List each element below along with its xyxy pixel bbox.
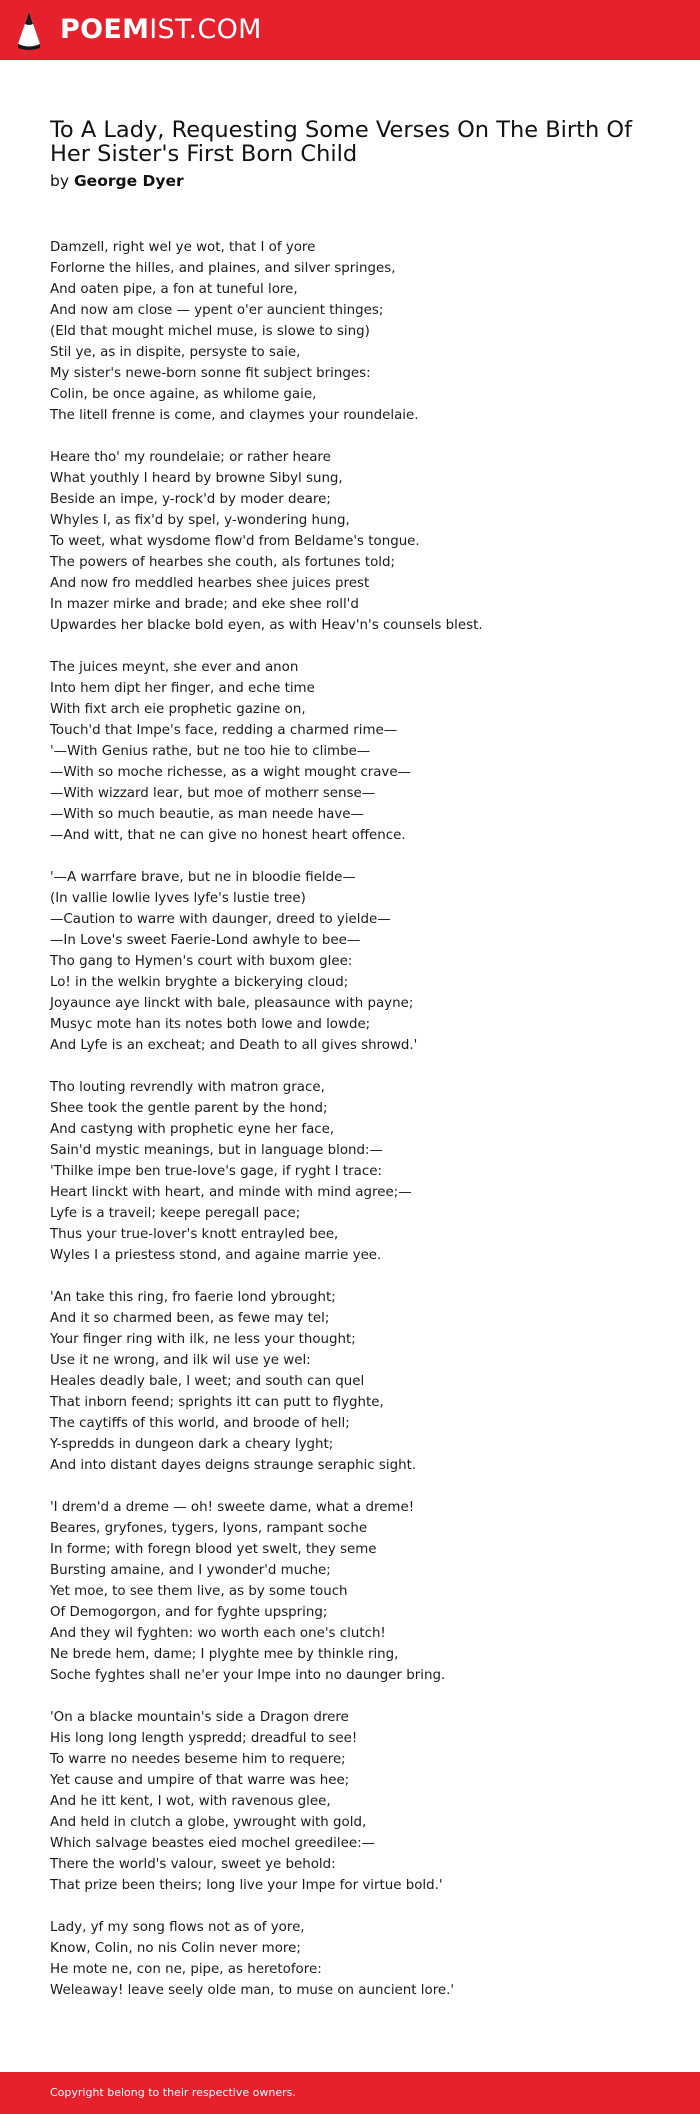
poem-line: And it so charmed been, as fewe may tel;	[50, 1311, 330, 1326]
poem-line: Into hem dipt her finger, and eche time	[50, 681, 315, 696]
stanza	[50, 1707, 650, 1896]
poem-line: And now fro meddled hearbes shee juices prest	[50, 576, 370, 591]
poem-line: '—With Genius rathe, but ne too hie to climbe—	[50, 744, 371, 759]
site-logo-link[interactable]	[60, 14, 262, 46]
poem-line: Damzell, right wel ye wot, that I of yore	[50, 240, 316, 255]
poem-line: Beares, gryfones, tygers, lyons, rampant soche	[50, 1521, 368, 1536]
byline	[50, 171, 650, 191]
poem-line: Tho gang to Hymen's court with buxom glee:	[50, 954, 353, 969]
poem-line: Use it ne wrong, and ilk wil use ye wel:	[50, 1353, 311, 1368]
poem-line: Heare tho' my roundelaie; or rather heare	[50, 450, 331, 465]
poem-line: Lyfe is a traveil; keepe peregall pace;	[50, 1206, 301, 1221]
by-label: by	[50, 172, 70, 190]
poem-line: Which salvage beastes eied mochel greedilee:—	[50, 1836, 375, 1851]
poem-line: Lo! in the welkin bryghte a bickerying cloud;	[50, 975, 349, 990]
poem-line: 'An take this ring, fro faerie lond ybrought;	[50, 1290, 336, 1305]
poem-line: Wyles I a priestess stond, and againe marrie yee.	[50, 1248, 382, 1263]
poem-line: Yet cause and umpire of that warre was hee;	[50, 1773, 350, 1788]
poem-line: Whyles I, as fix'd by spel, y-wondering hung,	[50, 513, 350, 528]
poem-line: His long long length yspredd; dreadful to see!	[50, 1731, 358, 1746]
poem-line: Musyc mote han its notes both lowe and lowde;	[50, 1017, 371, 1032]
poem-container	[50, 118, 650, 2022]
poem-line: Colin, be once againe, as whilome gaie,	[50, 387, 317, 402]
poem-line: Shee took the gentle parent by the hond;	[50, 1101, 328, 1116]
poem-line: Forlorne the hilles, and plaines, and silver springes,	[50, 261, 396, 276]
poem-line: And held in clutch a globe, ywrought with gold,	[50, 1815, 367, 1830]
poem-line: (In vallie lowlie lyves lyfe's lustie tree)	[50, 891, 306, 906]
poem-line: And into distant dayes deigns straunge seraphic sight.	[50, 1458, 417, 1473]
poem-line: What youthly I heard by browne Sibyl sung,	[50, 471, 343, 486]
stanza	[50, 237, 650, 426]
poem-line: Know, Colin, no nis Colin never more;	[50, 1941, 301, 1956]
poem-line: Heales deadly bale, I weet; and south can quel	[50, 1374, 365, 1389]
poem-line: The powers of hearbes she couth, als fortunes told;	[50, 555, 396, 570]
poem-line: —With so moche richesse, as a wight mought crave—	[50, 765, 411, 780]
site-header	[0, 0, 700, 60]
poem-line: 'On a blacke mountain's side a Dragon drere	[50, 1710, 349, 1725]
poem-line: In forme; with foregn blood yet swelt, they seme	[50, 1542, 377, 1557]
poem-line: And now am close — ypent o'er auncient thinges;	[50, 303, 384, 318]
poem-line: There the world's valour, sweet ye behold:	[50, 1857, 336, 1872]
poem-line: Stil ye, as in dispite, persyste to saie,	[50, 345, 301, 360]
poem-line: And he itt kent, I wot, with ravenous glee,	[50, 1794, 331, 1809]
poem-body	[50, 237, 650, 2001]
poem-line: 'I drem'd a dreme — oh! sweete dame, what a dreme!	[50, 1500, 415, 1515]
poem-line: In mazer mirke and brade; and eke shee roll'd	[50, 597, 359, 612]
poem-line: Bursting amaine, and I ywonder'd muche;	[50, 1563, 331, 1578]
poem-line: The caytiffs of this world, and broode of hell;	[50, 1416, 350, 1431]
poem-line: Y-spredds in dungeon dark a cheary lyght;	[50, 1437, 334, 1452]
copyright-text: Copyright belong to their respective owners.	[50, 2086, 296, 2099]
poem-line: To warre no needes beseme him to requere;	[50, 1752, 346, 1767]
poem-line: —With so much beautie, as man neede have—	[50, 807, 364, 822]
poem-line: Upwardes her blacke bold eyen, as with Heav'n's counsels blest.	[50, 618, 483, 633]
stanza	[50, 657, 650, 846]
poem-line: And castyng with prophetic eyne her face,	[50, 1122, 335, 1137]
stanza	[50, 1917, 650, 2001]
poem-line: Heart linckt with heart, and minde with mind agree;—	[50, 1185, 412, 1200]
poem-line: The litell frenne is come, and claymes your roundelaie.	[50, 408, 419, 423]
poem-line: And oaten pipe, a fon at tuneful lore,	[50, 282, 298, 297]
stanza	[50, 1497, 650, 1686]
stanza	[50, 447, 650, 636]
poem-line: Tho louting revrendly with matron grace,	[50, 1080, 325, 1095]
poem-line: Joyaunce aye linckt with bale, pleasaunce with payne;	[50, 996, 414, 1011]
poem-line: That inborn feend; sprights itt can putt to flyghte,	[50, 1395, 384, 1410]
poem-line: My sister's newe-born sonne fit subject bringes:	[50, 366, 371, 381]
poem-line: Your finger ring with ilk, ne less your thought;	[50, 1332, 356, 1347]
poem-line: —In Love's sweet Faerie-Lond awhyle to bee—	[50, 933, 361, 948]
pencil-tip-icon[interactable]	[16, 11, 42, 51]
author-name[interactable]: George Dyer	[73, 172, 184, 190]
poem-line: 'Thilke impe ben true-love's gage, if ryght I trace:	[50, 1164, 382, 1179]
brand-bold-text: POEM	[60, 14, 150, 45]
poem-line: —With wizzard lear, but moe of motherr sense—	[50, 786, 376, 801]
poem-line: —Caution to warre with daunger, dreed to yielde—	[50, 912, 391, 927]
site-footer	[0, 2072, 700, 2114]
stanza	[50, 1077, 650, 1266]
poem-line: —And witt, that ne can give no honest heart offence.	[50, 828, 406, 843]
poem-line: Weleaway! leave seely olde man, to muse on auncient lore.'	[50, 1983, 455, 1998]
poem-line: That prize been theirs; long live your Impe for virtue bold.'	[50, 1878, 443, 1893]
poem-line: And they wil fyghten: wo worth each one's clutch!	[50, 1626, 386, 1641]
poem-line: Of Demogorgon, and for fyghte upspring;	[50, 1605, 328, 1620]
poem-line: Yet moe, to see them live, as by some touch	[50, 1584, 348, 1599]
poem-line: Sain'd mystic meanings, but in language blond:—	[50, 1143, 383, 1158]
poem-line: Thus your true-lover's knott entrayled bee,	[50, 1227, 339, 1242]
brand-light-text: IST.COM	[149, 14, 262, 45]
poem-line: '—A warrfare brave, but ne in bloodie fielde—	[50, 870, 356, 885]
poem-line: Beside an impe, y-rock'd by moder deare;	[50, 492, 331, 507]
poem-line: With fixt arch eie prophetic gazine on,	[50, 702, 306, 717]
poem-line: To weet, what wysdome flow'd from Beldame's tongue.	[50, 534, 420, 549]
poem-line: Ne brede hem, dame; I plyghte mee by thinkle ring,	[50, 1647, 399, 1662]
poem-line: He mote ne, con ne, pipe, as heretofore:	[50, 1962, 322, 1977]
poem-title: To A Lady, Requesting Some Verses On The Birth Of Her Sister's First Born Child	[50, 117, 633, 167]
poem-line: Soche fyghtes shall ne'er your Impe into no daunger bring.	[50, 1668, 446, 1683]
poem-line: (Eld that mought michel muse, is slowe to sing)	[50, 324, 370, 339]
stanza	[50, 867, 650, 1056]
poem-line: The juices meynt, she ever and anon	[50, 660, 299, 675]
poem-line: Lady, yf my song flows not as of yore,	[50, 1920, 305, 1935]
stanza	[50, 1287, 650, 1476]
poem-line: And Lyfe is an excheat; and Death to all gives shrowd.'	[50, 1038, 418, 1053]
poem-line: Touch'd that Impe's face, redding a charmed rime—	[50, 723, 398, 738]
